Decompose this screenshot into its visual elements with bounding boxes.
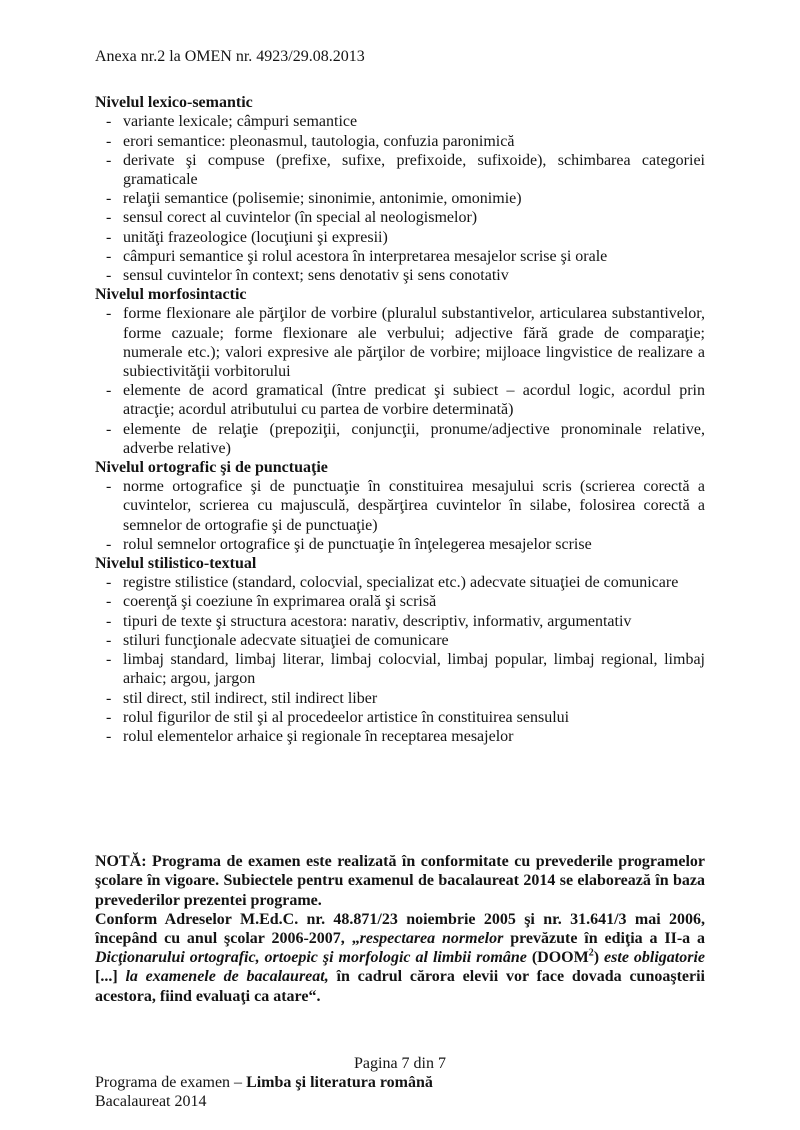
italic-text: Dicţionarului ortografic, ortoepic şi morfologic al limbii române	[95, 949, 527, 967]
note-text: Conform Adreselor M.Ed.C. nr. 48.871/23 noiembrie 2005 şi nr. 31.641/3 mai 2006, începând cu anul şcolar 2006-2007, „	[95, 910, 705, 947]
list-item: - registre stilistice (standard, colocvial, specializat etc.) adecvate situaţiei de comunicare	[95, 573, 705, 592]
list-item: - limbaj standard, limbaj literar, limbaj colocvial, limbaj popular, limbaj regional, limbaj arhaic; argou, jargon	[95, 650, 705, 688]
italic-text: la examenele de bacalaureat,	[125, 968, 329, 986]
note-text: prevăzute în ediţia a II-a a	[503, 929, 705, 947]
section-list	[95, 112, 705, 285]
section-list	[95, 304, 705, 458]
list-item: - erori semantice: pleonasmul, tautologia, confuzia paronimică	[95, 132, 705, 151]
list-item: - stiluri funcţionale adecvate situaţiei de comunicare	[95, 631, 705, 650]
note-text: NOTĂ: Programa de examen este realizată în conformitate cu prevederile programelor şcolare în vigoare. Subiectele pentru examenul de bacalaureat 2014 se elaborează în baza prevederilor prezentei programe.	[95, 853, 705, 909]
section-title: Nivelul morfosintactic	[95, 286, 247, 304]
list-item: - unităţi frazeologice (locuţiuni şi expresii)	[95, 228, 705, 247]
footer-doc-title-prefix: Programa de examen –	[95, 1073, 247, 1091]
list-item: - rolul figurilor de stil şi al procedeelor artistice în constituirea sensului	[95, 708, 705, 727]
section-title: Nivelul lexico-semantic	[95, 94, 253, 112]
note-text: în cadrul cărora elevii vor face dovada cunoaşterii acestora, fiind evaluaţi ca atare“.	[95, 968, 705, 1005]
note-text: (DOOM	[526, 949, 589, 967]
list-item: - rolul elementelor arhaice şi regionale în receptarea mesajelor	[95, 727, 705, 746]
list-item: - tipuri de texte şi structura acestora: narativ, descriptiv, informativ, argumentativ	[95, 612, 705, 631]
list-item: - elemente de relaţie (prepoziţii, conjuncţii, pronume/adjective pronominale relative, adverbe relative)	[95, 420, 705, 458]
page-indicator: Pagina 7 din 7	[354, 1054, 446, 1072]
content-sections	[95, 93, 705, 746]
list-item: - derivate şi compuse (prefixe, sufixe, prefixoide, sufixoide), schimbarea categoriei gramaticale	[95, 151, 705, 189]
section-title: Nivelul ortografic şi de punctuaţie	[95, 459, 328, 477]
list-item: - coerenţă şi coeziune în exprimarea orală şi scrisă	[95, 592, 705, 611]
superscript-text: 2	[588, 947, 594, 959]
list-item: - câmpuri semantice şi rolul acestora în interpretarea mesajelor scrise şi orale	[95, 247, 705, 266]
note-text: )	[593, 949, 605, 967]
section-list	[95, 573, 705, 746]
note-block	[95, 852, 705, 1006]
list-item: - relaţii semantice (polisemie; sinonimie, antonimie, omonimie)	[95, 189, 705, 208]
section-title: Nivelul stilistico-textual	[95, 555, 257, 573]
document-footer	[95, 1054, 705, 1112]
italic-text: respectarea normelor	[359, 929, 504, 947]
list-item: - rolul semnelor ortografice şi de punctuaţie în înţelegerea mesajelor scrise	[95, 535, 705, 554]
footer-doc-title-name: Limba şi literatura română	[246, 1073, 433, 1091]
note-paragraph	[95, 852, 705, 910]
list-item: - norme ortografice şi de punctuaţie în constituirea mesajului scris (scrierea corectă a cuvintelor, scrierea cu majusculă, despărţirea cuvintelor în silabe, folosirea corectă a semnelor de ortografie şi de punctuaţie)	[95, 477, 705, 535]
list-item: - sensul corect al cuvintelor (în special al neologismelor)	[95, 208, 705, 227]
list-item: - forme flexionare ale părţilor de vorbire (pluralul substantivelor, articularea substantivelor, forme cazuale; forme flexionare ale verbului; adjective fără grade de comparaţie; numerale etc.); valori expresive ale părţilor de vorbire; mijloace lingvistice de realizare a subiectivităţii vorbitorului	[95, 304, 705, 381]
list-item: - elemente de acord gramatical (între predicat şi subiect – acordul logic, acordul prin atracţie; acordul atributului cu partea de vorbire determinată)	[95, 381, 705, 419]
list-item: - variante lexicale; câmpuri semantice	[95, 112, 705, 131]
footer-doc-title	[95, 1073, 705, 1092]
document-header: Anexa nr.2 la OMEN nr. 4923/29.08.2013	[95, 48, 365, 65]
list-item: - stil direct, stil indirect, stil indirect liber	[95, 689, 705, 708]
list-item: - sensul cuvintelor în context; sens denotativ şi sens conotativ	[95, 266, 705, 285]
section-list	[95, 477, 705, 554]
note-paragraph	[95, 910, 705, 1006]
footer-exam-line: Bacalaureat 2014	[95, 1093, 207, 1111]
italic-text: este obligatorie	[604, 949, 706, 967]
note-text: [...]	[95, 968, 126, 986]
